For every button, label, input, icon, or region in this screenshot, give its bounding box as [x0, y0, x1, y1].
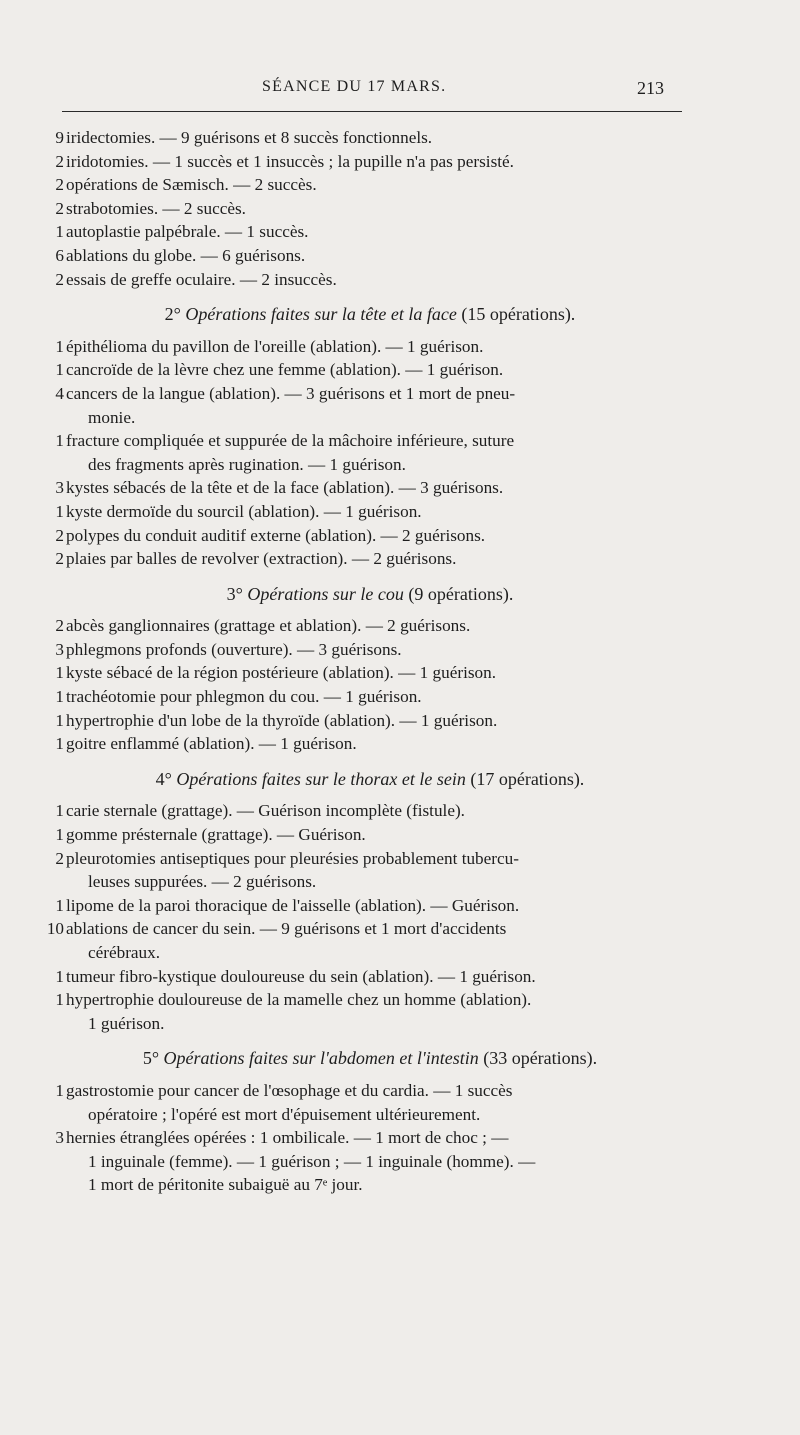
section-title: Opérations sur le cou: [247, 583, 404, 604]
item-count: 4: [55, 383, 64, 403]
item-text: polypes du conduit auditif externe (ablation). — 2 guérisons.: [66, 525, 486, 545]
item-text: iridectomies. — 9 guérisons et 8 succès fonctionnels.: [66, 128, 433, 147]
section-count: (33 opérations).: [478, 1048, 598, 1069]
document-body: [0, 126, 800, 1197]
item-text-continuation: 1 inguinale (femme). — 1 guérison ; — 1 inguinale (homme). —: [88, 1151, 536, 1171]
list-item: [0, 1126, 800, 1197]
item-count: 1: [55, 431, 64, 451]
list-item: [0, 847, 800, 894]
item-text: ablations de cancer du sein. — 9 guérisons et 1 mort d'accidents: [66, 919, 507, 939]
list-item: [0, 500, 800, 524]
item-count: 2: [55, 525, 64, 545]
item-text: hypertrophie douloureuse de la mamelle chez un homme (ablation).: [66, 990, 532, 1010]
list-item: [0, 1079, 800, 1126]
item-text: cancers de la langue (ablation). — 3 guérisons et 1 mort de pneu-: [66, 383, 516, 403]
running-title: SÉANCE DU 17 MARS.: [262, 78, 447, 95]
list-item: [0, 150, 800, 174]
list-item: [0, 685, 800, 709]
section-heading: [0, 583, 800, 607]
list-item: [0, 197, 800, 221]
item-count: 1: [55, 895, 64, 915]
item-text: iridotomies. — 1 succès et 1 insuccès ; la pupille n'a pas persisté.: [66, 151, 514, 171]
section-title: Opérations faites sur l'abdomen et l'intestin: [163, 1048, 479, 1069]
item-count: 2: [55, 616, 64, 636]
list-item: [0, 547, 800, 571]
item-text: ablations du globe. — 6 guérisons.: [66, 245, 306, 265]
item-text: trachéotomie pour phlegmon du cou. — 1 guérison.: [66, 687, 422, 707]
item-count: 2: [55, 848, 64, 868]
section-count: (15 opérations).: [456, 304, 576, 325]
list-item: [0, 988, 800, 1035]
list-item: [0, 917, 800, 964]
item-text: essais de greffe oculaire. — 2 insuccès.: [66, 269, 337, 289]
list-item: [0, 965, 800, 989]
item-text: lipome de la paroi thoracique de l'aisselle (ablation). — Guérison.: [66, 895, 520, 915]
list-item: [0, 524, 800, 548]
list-item: [0, 220, 800, 244]
list-item: [0, 638, 800, 662]
item-count: 3: [55, 478, 64, 498]
item-count: 1: [55, 360, 64, 380]
list-item: [0, 126, 800, 150]
item-count: 1: [55, 825, 64, 845]
list-item: [0, 661, 800, 685]
item-text-continuation: des fragments après rugination. — 1 guérison.: [88, 454, 406, 474]
list-item: [0, 799, 800, 823]
page-header: [0, 78, 800, 100]
item-text: autoplastie palpébrale. — 1 succès.: [66, 222, 309, 242]
item-count: 2: [55, 151, 64, 171]
list-item: [0, 268, 800, 292]
item-text: kyste sébacé de la région postérieure (ablation). — 1 guérison.: [66, 663, 497, 683]
item-text: gomme présternale (grattage). — Guérison.: [66, 825, 366, 845]
item-count: 3: [55, 1128, 64, 1148]
item-text-continuation: leuses suppurées. — 2 guérisons.: [88, 872, 317, 892]
item-text-continuation: cérébraux.: [88, 943, 161, 962]
item-text: gastrostomie pour cancer de l'œsophage et du cardia. — 1 succès: [66, 1080, 513, 1100]
list-item: [0, 335, 800, 359]
item-text: goitre enflammé (ablation). — 1 guérison.: [66, 734, 357, 754]
item-count: 1: [55, 966, 64, 986]
item-text: plaies par balles de revolver (extraction). — 2 guérisons.: [66, 549, 457, 569]
item-count: 1: [55, 336, 64, 356]
item-text-continuation: 1 guérison.: [88, 1013, 165, 1033]
section-number: 5°: [142, 1048, 164, 1069]
item-text-continuation: opératoire ; l'opéré est mort d'épuisement ultérieurement.: [88, 1104, 481, 1124]
item-text: épithélioma du pavillon de l'oreille (ablation). — 1 guérison.: [66, 336, 484, 356]
item-count: 1: [55, 663, 64, 683]
list-item: [0, 358, 800, 382]
item-text: hypertrophie d'un lobe de la thyroïde (ablation). — 1 guérison.: [66, 710, 498, 730]
item-text: kystes sébacés de la tête et de la face (ablation). — 3 guérisons.: [66, 478, 504, 498]
list-item: [0, 894, 800, 918]
list-item: [0, 476, 800, 500]
item-count: 1: [55, 222, 64, 242]
section-heading: [0, 1047, 800, 1071]
item-count: 1: [55, 710, 64, 730]
item-count: 1: [55, 501, 64, 521]
item-text: strabotomies. — 2 succès.: [66, 198, 246, 218]
item-text: fracture compliquée et suppurée de la mâchoire inférieure, suture: [66, 431, 515, 451]
section-number: 2°: [164, 304, 186, 325]
list-item: [0, 823, 800, 847]
item-count: 2: [55, 269, 64, 289]
item-text-continuation: monie.: [88, 407, 136, 427]
section-heading: [0, 768, 800, 792]
section-number: 4°: [155, 768, 177, 789]
item-count: 1: [55, 687, 64, 707]
page-number: 213: [637, 78, 664, 98]
item-count: 2: [55, 549, 64, 569]
item-count: 2: [55, 175, 64, 195]
item-text: hernies étranglées opérées : 1 ombilicale. — 1 mort de choc ; —: [66, 1128, 509, 1148]
item-text: cancroïde de la lèvre chez une femme (ablation). — 1 guérison.: [66, 360, 504, 380]
item-count: 1: [55, 734, 64, 754]
item-text: abcès ganglionnaires (grattage et ablation). — 2 guérisons.: [66, 616, 471, 636]
list-item: [0, 244, 800, 268]
item-count: 9: [55, 128, 64, 147]
list-item: [0, 382, 800, 429]
item-count: 1: [55, 990, 64, 1010]
item-count: 3: [55, 639, 64, 659]
section-count: (9 opérations).: [403, 583, 514, 604]
item-count: 1: [55, 1080, 64, 1100]
list-item: [0, 709, 800, 733]
item-text: opérations de Sæmisch. — 2 succès.: [66, 175, 317, 195]
item-text-continuation: 1 mort de péritonite subaiguë au 7ᵉ jour.: [88, 1175, 363, 1195]
list-item: [0, 614, 800, 638]
section-heading: [0, 303, 800, 327]
item-count: 1: [55, 801, 64, 821]
list-item: [0, 429, 800, 476]
list-item: [0, 173, 800, 197]
item-text: carie sternale (grattage). — Guérison incomplète (fistule).: [66, 801, 465, 821]
section-title: Opérations faites sur le thorax et le sein: [176, 768, 466, 789]
header-rule: [62, 111, 682, 112]
item-count: 10: [46, 919, 64, 939]
section-title: Opérations faites sur la tête et la face: [185, 304, 457, 325]
item-text: phlegmons profonds (ouverture). — 3 guérisons.: [66, 639, 402, 659]
item-count: 6: [55, 245, 64, 265]
item-text: pleurotomies antiseptiques pour pleurésies probablement tubercu-: [66, 848, 519, 868]
section-count: (17 opérations).: [465, 768, 585, 789]
item-text: kyste dermoïde du sourcil (ablation). — 1 guérison.: [66, 501, 422, 521]
item-count: 2: [55, 198, 64, 218]
section-number: 3°: [226, 583, 248, 604]
list-item: [0, 732, 800, 756]
item-text: tumeur fibro-kystique douloureuse du sein (ablation). — 1 guérison.: [66, 966, 536, 986]
